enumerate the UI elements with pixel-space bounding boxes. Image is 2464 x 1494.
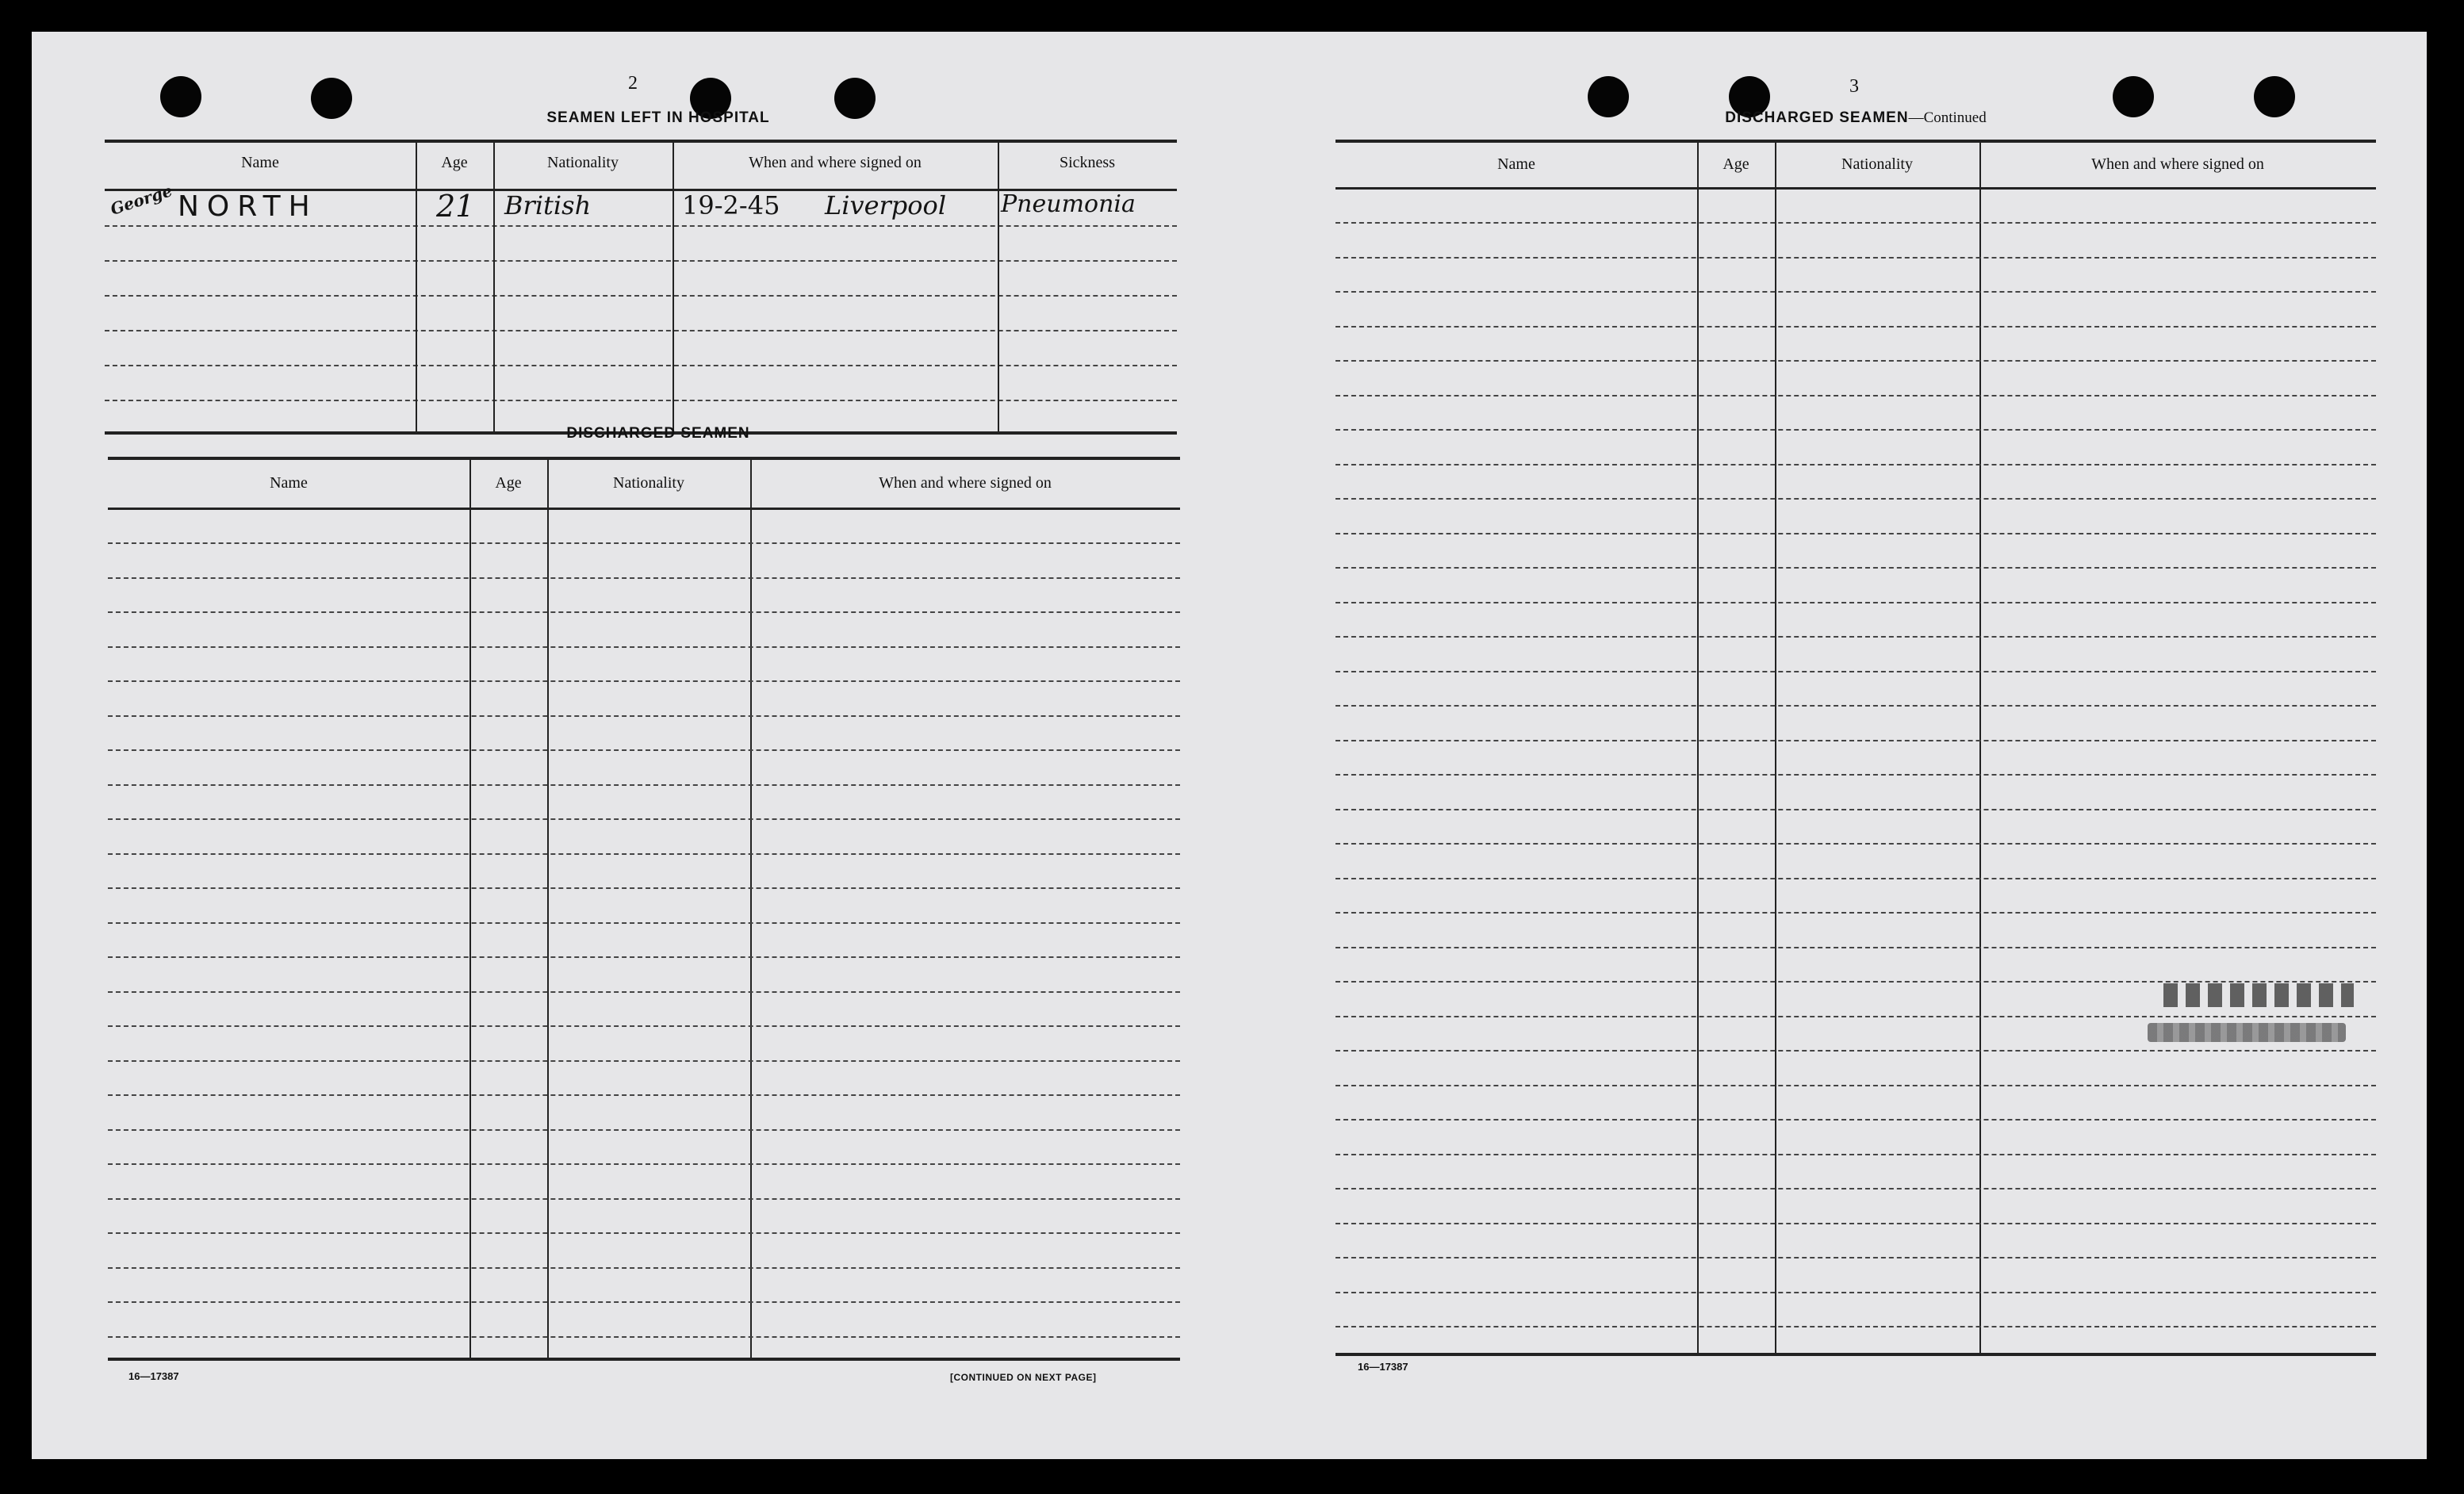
ruled-line	[108, 1267, 1180, 1269]
column-header-age: Age	[495, 474, 522, 492]
ruled-line	[1335, 1119, 2376, 1120]
ruled-line	[1335, 1188, 2376, 1189]
ruled-line	[1335, 222, 2376, 224]
ruled-line	[1335, 326, 2376, 328]
entry-signed-on-date: 19-2-45	[682, 190, 780, 220]
column-header-name: Name	[1497, 155, 1535, 173]
ruled-line	[1335, 360, 2376, 362]
ruled-line	[108, 1232, 1180, 1234]
ruled-line	[1335, 912, 2376, 914]
ruled-line	[108, 1094, 1180, 1096]
right-page	[1229, 32, 2427, 1459]
ruled-line	[1335, 291, 2376, 293]
ruled-line	[1335, 636, 2376, 638]
hospital-table	[105, 140, 1177, 436]
ruled-line	[1335, 671, 2376, 672]
column-header-signed-on: When and where signed on	[2091, 155, 2264, 173]
punch-hole	[311, 78, 352, 119]
ruled-line	[1335, 1154, 2376, 1155]
ruled-line	[1335, 809, 2376, 810]
form-number: 16—17387	[1358, 1361, 1408, 1373]
ruled-line	[108, 715, 1180, 717]
ruled-line	[1335, 774, 2376, 776]
column-header-signed-on: When and where signed on	[749, 154, 922, 171]
ruled-line	[1335, 981, 2376, 983]
ruled-line	[108, 680, 1180, 682]
ruled-line	[1335, 1223, 2376, 1224]
entry-name-surname: NORTH	[178, 190, 318, 223]
ruled-line	[1335, 843, 2376, 845]
document-paper	[32, 32, 2427, 1459]
punch-hole	[160, 76, 201, 117]
column-header-nationality: Nationality	[613, 474, 684, 492]
discharged-table	[108, 457, 1180, 1396]
column-header-signed-on: When and where signed on	[879, 474, 1052, 492]
ruled-line	[108, 1025, 1180, 1027]
ruled-line	[108, 922, 1180, 924]
ruled-line	[108, 956, 1180, 958]
continued-footnote: [CONTINUED ON NEXT PAGE]	[950, 1372, 1097, 1383]
ruled-line	[1335, 602, 2376, 603]
discharged-section-title: DISCHARGED SEAMEN	[566, 425, 750, 442]
entry-age: 21	[436, 189, 475, 224]
punch-hole	[2254, 76, 2295, 117]
ruled-line	[1335, 1257, 2376, 1258]
ruled-line	[1335, 947, 2376, 948]
hospital-section-title: SEAMEN LEFT IN HOSPITAL	[546, 109, 770, 126]
ruled-line	[108, 887, 1180, 889]
ruled-line	[108, 991, 1180, 993]
ruled-line	[108, 1060, 1180, 1062]
ruled-line	[1335, 740, 2376, 741]
column-header-nationality: Nationality	[1841, 155, 1913, 173]
ruled-line	[108, 1301, 1180, 1303]
title-suffix: —Continued	[1908, 109, 1987, 126]
ruled-line	[108, 542, 1180, 544]
column-header-sickness: Sickness	[1060, 154, 1115, 171]
ruled-line	[1335, 498, 2376, 500]
ruled-line	[108, 818, 1180, 820]
table-bottom-line	[1335, 1353, 2376, 1356]
column-header-age: Age	[1723, 155, 1749, 173]
table-bottom-line	[108, 1358, 1180, 1361]
column-header-nationality: Nationality	[547, 154, 619, 171]
left-page	[32, 32, 1229, 1459]
column-header-age: Age	[441, 154, 468, 171]
ruled-line	[1335, 1292, 2376, 1293]
ruled-line	[108, 646, 1180, 648]
ruled-line	[108, 1198, 1180, 1200]
ruled-line	[1335, 567, 2376, 569]
ruled-line	[108, 749, 1180, 751]
punch-hole	[2113, 76, 2154, 117]
discharged-continued-table	[1335, 140, 2376, 1361]
entry-nationality: British	[504, 190, 592, 220]
ruled-line	[1335, 464, 2376, 465]
page-number: 2	[628, 73, 638, 94]
discharged-continued-title	[1610, 109, 2102, 127]
form-number: 16—17387	[128, 1370, 179, 1382]
faded-stamp	[2148, 983, 2354, 1055]
ruled-line	[108, 611, 1180, 613]
ruled-line	[1335, 533, 2376, 534]
entry-sickness: Pneumonia	[1001, 190, 1136, 218]
ruled-line	[1335, 429, 2376, 431]
entry-signed-on-place: Liverpool	[825, 190, 947, 220]
title-main: DISCHARGED SEAMEN	[1725, 109, 1909, 126]
column-header-name: Name	[241, 154, 279, 171]
entry-name-prefix: George	[108, 181, 175, 219]
ruled-line	[108, 784, 1180, 786]
ruled-line	[108, 577, 1180, 579]
ruled-line	[1335, 878, 2376, 879]
ruled-line	[1335, 1085, 2376, 1086]
ruled-line	[108, 1336, 1180, 1338]
ruled-line	[1335, 1326, 2376, 1327]
ruled-line	[1335, 257, 2376, 259]
ruled-line	[108, 1163, 1180, 1165]
ruled-line	[108, 1129, 1180, 1131]
ruled-line	[1335, 395, 2376, 396]
column-header-name: Name	[270, 474, 308, 492]
page-number: 3	[1849, 76, 1859, 97]
ruled-line	[108, 853, 1180, 855]
ruled-line	[1335, 705, 2376, 707]
